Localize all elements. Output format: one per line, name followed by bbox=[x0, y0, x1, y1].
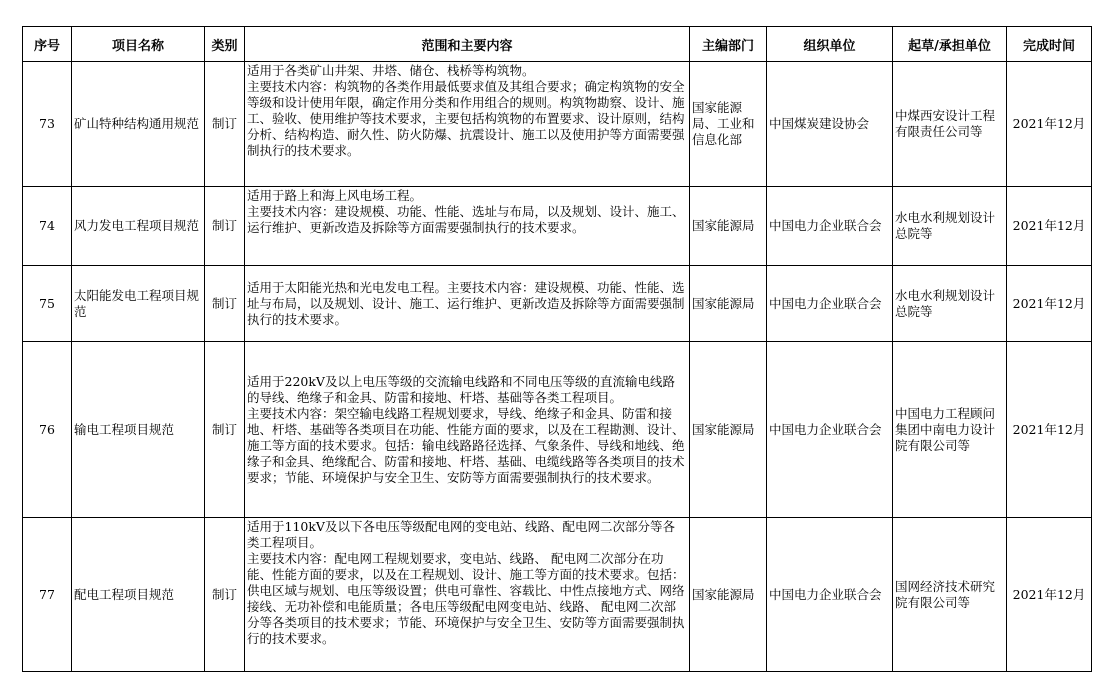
row-drafter: 中国电力工程顾问集团中南电力设计院有限公司等 bbox=[893, 342, 1007, 518]
row-time: 2021年12月 bbox=[1007, 518, 1092, 672]
row-dept: 国家能源局 bbox=[690, 342, 767, 518]
table-row bbox=[23, 187, 1092, 266]
row-scope-text: 适用于110kV及以下各电压等级配电网的变电站、线路、配电网二次部分等各类工程项目。 主要技术内容：配电网工程规划要求，变电站、线路、 配电网二次部分在功能、性能方面的要求，以及在工程规划、设计、施工等方面的技术要求。包括：供电区域与规划、电压等级设置；供电可靠性、容载比、中性点接地方式、网络接线、无功补偿和电能质量；各电压等级配电网变电站、线路、 配电网二次部分等各类项目的技术要求；节能、环境保护与安全卫生、安防等方面需要强制执行的技术要求。 bbox=[247, 519, 685, 646]
row-scope-text: 适用于220kV及以上电压等级的交流输电线路和不同电压等级的直流输电线路的导线、绝缘子和金具、防雷和接地、杆塔、基础等各类工程项目。 主要技术内容：架空输电线路工程规划要求，导线、绝缘子和金具、防雷和接地、杆塔、基础等各类项目在功能、性能方面的要求，以及在工程勘测、设计、施工等方面的技术要求。包括：输电线路路径选择、气象条件、导线和地线、绝缘子和金具、绝缘配合、防雷和接地、杆塔、基础、电缆线路等各类项目的技术要求；节能、环境保护与安全卫生、安防等方面需要强制执行的技术要求。 bbox=[247, 374, 685, 485]
row-time: 2021年12月 bbox=[1007, 187, 1092, 266]
row-scope bbox=[245, 62, 690, 187]
table-row bbox=[23, 342, 1092, 518]
row-scope-text: 适用于太阳能光热和光电发电工程。主要技术内容：建设规模、功能、性能、选址与布局，以及规划、设计、施工、运行维护、更新改造及拆除等方面需要强制执行的技术要求。 bbox=[247, 280, 685, 327]
row-name: 输电工程项目规范 bbox=[72, 342, 205, 518]
row-drafter: 水电水利规划设计总院等 bbox=[893, 187, 1007, 266]
row-dept: 国家能源局 bbox=[690, 266, 767, 342]
row-time: 2021年12月 bbox=[1007, 62, 1092, 187]
row-time: 2021年12月 bbox=[1007, 266, 1092, 342]
header-no: 序号 bbox=[23, 27, 72, 62]
row-scope bbox=[245, 342, 690, 518]
table-row bbox=[23, 62, 1092, 187]
row-org: 中国电力企业联合会 bbox=[767, 518, 893, 672]
row-name: 配电工程项目规范 bbox=[72, 518, 205, 672]
row-no: 77 bbox=[23, 518, 72, 672]
row-name: 矿山特种结构通用规范 bbox=[72, 62, 205, 187]
row-dept: 国家能源局 bbox=[690, 187, 767, 266]
row-drafter: 水电水利规划设计总院等 bbox=[893, 266, 1007, 342]
row-org: 中国电力企业联合会 bbox=[767, 342, 893, 518]
row-scope bbox=[245, 518, 690, 672]
row-time: 2021年12月 bbox=[1007, 342, 1092, 518]
header-scope: 范围和主要内容 bbox=[245, 27, 690, 62]
row-scope-text: 适用于各类矿山井架、井塔、储仓、栈桥等构筑物。 主要技术内容：构筑物的各类作用最低要求值及其组合要求；确定构筑物的安全等级和设计使用年限，确定作用分类和作用组合的规则。构筑物勘察、设计、施工、验收、使用维护等技术要求，主要包括构筑物的布置要求、设计原则，结构分析、结构构造、耐久性、防火防爆、抗震设计、施工以及使用护等方面需要强制执行的技术要求。 bbox=[247, 63, 685, 158]
header-name: 项目名称 bbox=[72, 27, 205, 62]
row-drafter: 中煤西安设计工程有限责任公司等 bbox=[893, 62, 1007, 187]
header-row bbox=[23, 27, 1092, 62]
row-type: 制订 bbox=[205, 62, 245, 187]
row-type: 制订 bbox=[205, 342, 245, 518]
row-scope bbox=[245, 187, 690, 266]
row-type: 制订 bbox=[205, 187, 245, 266]
row-scope bbox=[245, 266, 690, 342]
row-name: 太阳能发电工程项目规范 bbox=[72, 266, 205, 342]
row-scope-text: 适用于路上和海上风电场工程。 主要技术内容：建设规模、功能、性能、选址与布局，以及规划、设计、施工、运行维护、更新改造及拆除等方面需要强制执行的技术要求。 bbox=[247, 188, 685, 235]
row-no: 76 bbox=[23, 342, 72, 518]
row-no: 74 bbox=[23, 187, 72, 266]
row-org: 中国电力企业联合会 bbox=[767, 266, 893, 342]
header-dept: 主编部门 bbox=[690, 27, 767, 62]
header-org: 组织单位 bbox=[767, 27, 893, 62]
table-row bbox=[23, 518, 1092, 672]
header-type: 类别 bbox=[205, 27, 245, 62]
row-no: 75 bbox=[23, 266, 72, 342]
row-dept: 国家能源局、工业和信息化部 bbox=[690, 62, 767, 187]
row-dept: 国家能源局 bbox=[690, 518, 767, 672]
row-drafter: 国网经济技术研究院有限公司等 bbox=[893, 518, 1007, 672]
standards-table bbox=[22, 26, 1092, 672]
row-name: 风力发电工程项目规范 bbox=[72, 187, 205, 266]
header-drafter: 起草/承担单位 bbox=[893, 27, 1007, 62]
row-type: 制订 bbox=[205, 518, 245, 672]
row-org: 中国煤炭建设协会 bbox=[767, 62, 893, 187]
row-no: 73 bbox=[23, 62, 72, 187]
table-row bbox=[23, 266, 1092, 342]
header-time: 完成时间 bbox=[1007, 27, 1092, 62]
row-type: 制订 bbox=[205, 266, 245, 342]
row-org: 中国电力企业联合会 bbox=[767, 187, 893, 266]
